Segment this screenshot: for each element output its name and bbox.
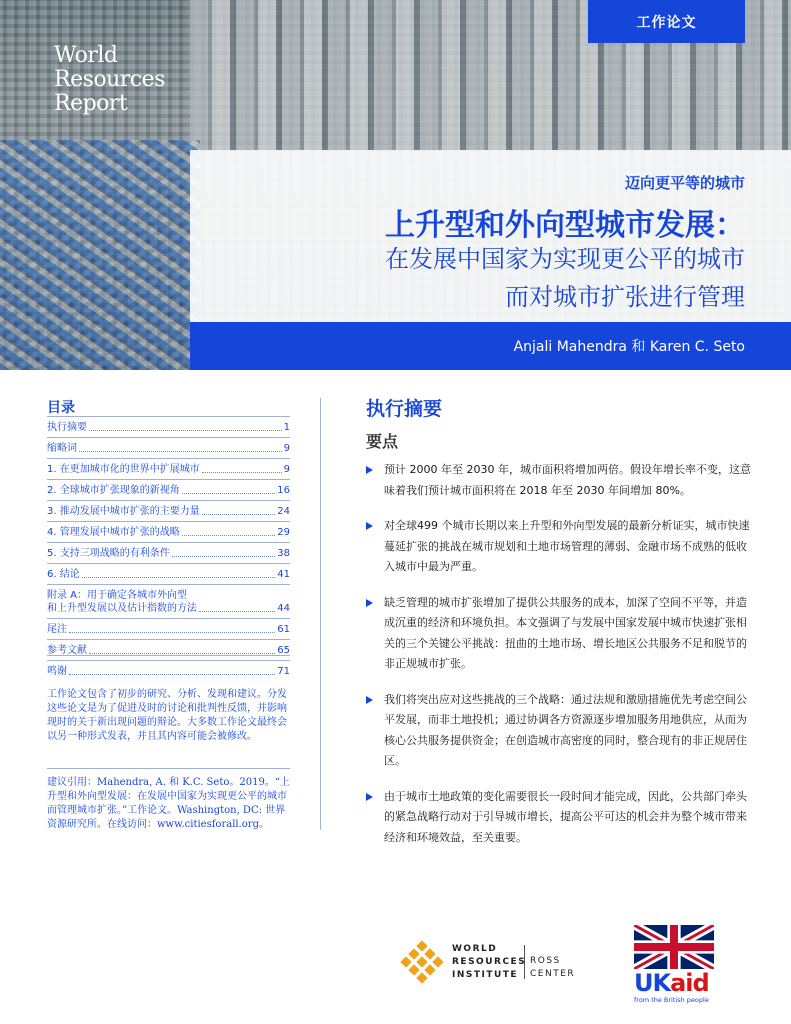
triangle-bullet-icon [366,793,373,801]
toc-item-label: 3. 推动发展中城市扩张的主要力量 [47,506,200,517]
title-panel [190,150,791,322]
toc-item-label: 参考文献 [47,645,87,656]
toc-item[interactable] [47,542,290,563]
toc-item[interactable] [47,437,290,458]
toc-item-label: 4. 管理发展中城市扩张的战略 [47,527,180,538]
working-paper-note: 工作论文包含了初步的研究、分析、发现和建议。分发这些论文是为了促进及时的讨论和批判性反馈，并影响现时的关于新出现问题的辩论。大多数工作论文最终会以另一种形式发表，并且其内容可能会被修改。 [47,689,287,742]
subtitle-line: 在发展中国家为实现更公平的城市 [385,245,745,273]
toc-item[interactable] [47,563,290,584]
toc-item[interactable] [47,479,290,500]
subtitle-line: 而对城市扩张进行管理 [505,283,745,311]
triangle-bullet-icon [366,599,373,607]
toc-leader [69,632,275,633]
toc-leader [82,577,276,578]
toc-divider [47,655,290,656]
key-point-text: 由于城市土地政策的变化需要很长一段时间才能完成，因此，公共部门牵头的紧急战略行动对于引导城市增长，提高公平可达的机会并为整个城市带来经济和环境效益，至关重要。 [384,789,747,844]
toc-item-label: 1. 在更加城市化的世界中扩展城市 [47,464,200,475]
toc-leader [182,535,276,536]
toc-item[interactable] [47,618,290,639]
toc-item-page: 61 [277,624,290,635]
ukaid-aid: aid [670,969,709,997]
toc-item-label: 缩略词 [47,443,77,454]
toc-item[interactable] [47,500,290,521]
key-points-list [366,460,756,863]
toc-item-page: 65 [277,645,290,656]
ukaid-wordmark [634,971,714,995]
key-point-text: 对全球499 个城市长期以来上升型和外向型发展的最新分析证实，城市快速蔓延扩张的挑战在城市规划和土地市场管理的薄弱、金融市场不成熟的低收入城市中最为严重。 [384,519,750,573]
author-bar [190,322,791,370]
toc-item-label: 鸣谢 [47,666,67,677]
toc-item-page: 24 [277,506,290,517]
toc-leader [79,451,282,452]
toc-item-page: 38 [277,548,290,559]
toc-item-label: 尾注 [47,624,67,635]
toc-leader [199,611,275,612]
triangle-bullet-icon [366,466,373,474]
toc-leader [89,430,282,431]
toc-leader [89,653,275,654]
toc-leader [69,674,275,675]
toc-leader [202,472,282,473]
toc-item-page: 41 [277,569,290,580]
wri-logo-text [452,943,526,982]
key-point-text: 预计 2000 年至 2030 年，城市面积将增加两倍。假设年增长率不变，这意味着我们预计城市面积将在 2018 年至 2030 年间增加 80%。 [384,463,751,497]
toc-item[interactable] [47,639,290,660]
wri-line: WORLD [452,944,498,954]
triangle-bullet-icon [366,696,373,704]
wri-logo-icon [400,940,444,984]
toc-leader [172,556,276,557]
toc-item-page: 1 [283,422,290,433]
key-points-title: 要点 [366,432,399,451]
wri-line: RESOURCES [452,957,527,967]
toc-item[interactable] [47,660,290,681]
executive-summary-title: 执行摘要 [366,398,443,420]
toc-item-page: 29 [277,527,290,538]
authors: Anjali Mahendra 和 Karen C. Seto [513,339,745,355]
series-title: 迈向更平等的城市 [624,174,745,192]
toc-item[interactable] [47,521,290,542]
key-point [366,516,756,578]
toc-item-label: 5. 支持三项战略的有利条件 [47,548,170,559]
column-divider [320,398,321,830]
ross-line: ROSS [530,956,561,966]
wri-line: INSTITUTE [452,970,519,980]
toc-item-label: 6. 结论 [47,569,80,580]
toc-item-page: 9 [283,464,290,475]
toc-item-page: 9 [283,443,290,454]
table-of-contents [47,416,290,681]
ukaid-logo [634,925,714,1004]
triangle-bullet-icon [366,522,373,530]
toc-item[interactable] [47,458,290,479]
ross-center-logo-text [530,955,575,981]
key-point-text: 缺乏管理的城市扩张增加了提供公共服务的成本，加深了空间不平等，并造成沉重的经济和环境负担。本文强调了与发展中国家发展中城市快速扩张相关的三个关键公平挑战：扭曲的土地市场、增长地区公共服务不足和脱节的非正规城市扩张。 [384,595,747,670]
toc-item[interactable] [47,416,290,437]
hero-photo [0,0,791,370]
key-point [366,460,756,501]
key-point [366,690,756,772]
toc-item-page: 16 [277,485,290,496]
ukaid-tagline: from the British people [634,996,709,1004]
toc-item-page: 44 [277,603,290,614]
working-paper-tag: 工作论文 [588,0,745,43]
note-divider [47,768,290,769]
ukaid-uk: UK [634,969,671,997]
logo-separator [524,945,525,979]
toc-item-page: 71 [277,666,290,677]
toc-title: 目录 [47,400,75,416]
hero-rooftops [0,140,200,370]
toc-item-label: 2. 全球城市扩张现象的新视角 [47,485,180,496]
ross-line: CENTER [530,969,576,979]
key-point-text: 我们将突出应对这些挑战的三个战略：通过法规和激励措施优先考虑空间公平发展，而非土地投机；通过协调各方资源逐步增加服务用地供应，从而为核心公共服务提供资金；在创造城市高密度的同时，整合现有的非正规居住区。 [384,692,747,767]
toc-leader [202,514,276,515]
logo-line: World [54,43,118,68]
key-point [366,787,756,849]
union-jack-icon [634,925,714,969]
toc-item-label: 执行摘要 [47,422,87,433]
world-resources-report-logo [54,44,204,116]
toc-item-label: 附录 A：用于确定各城市外向型 和上升型发展以及估计指数的方法 [47,590,197,614]
paper-subtitle [225,240,745,316]
logo-line: Resources [54,67,165,92]
logo-line: Report [54,91,128,116]
toc-leader [182,493,276,494]
suggested-citation: 建议引用：Mahendra, A. 和 K.C. Seto。2019。“上升型和外向型发展：在发展中国家为实现更公平的城市而管理城市扩张。”工作论文。Washington, DC: 世界资源研究所。在线访问：www.citiesforall.org。 [47,777,290,830]
paper-title: 上升型和外向型城市发展： [385,208,745,243]
toc-item[interactable] [47,584,290,618]
key-point [366,593,756,675]
